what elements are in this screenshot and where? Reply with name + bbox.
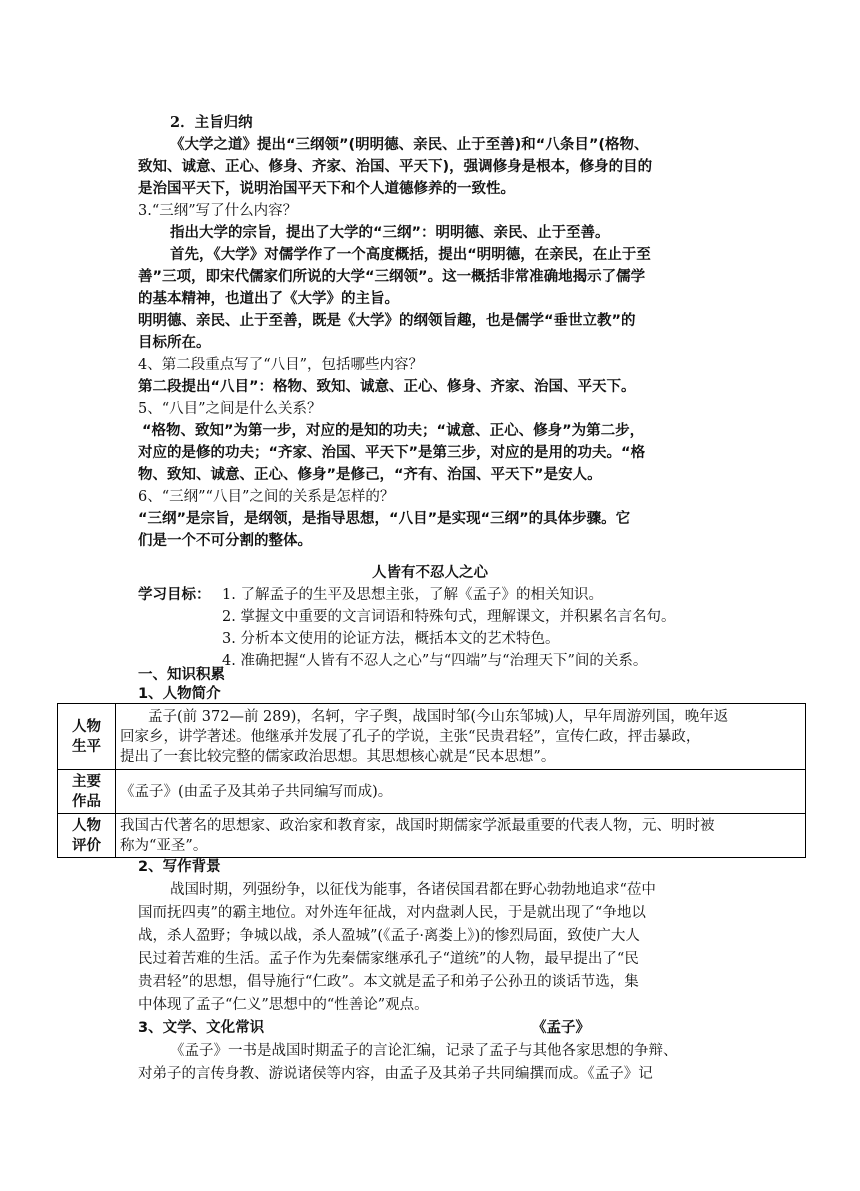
answer-line: 目标所在。	[138, 335, 211, 351]
goal-item: 2. 掌握文中重要的文言词语和特殊句式，理解课文，并积累名言名句。	[222, 609, 676, 625]
summary-line: 是治国平天下，说明治国平天下和个人道德修养的一致性。	[138, 181, 515, 197]
answer-line: 对应的是修的功夫；“齐家、治国、平天下”是第三步，对应的是用的功夫。“格	[138, 445, 646, 461]
section-heading: 2．主旨归纳	[170, 114, 253, 131]
goal-item: 3. 分析本文使用的论证方法，概括本文的艺术特色。	[222, 631, 560, 647]
goal-item: 4. 准确把握“人皆有不忍人之心”与“四端”与“治理天下”间的关系。	[222, 653, 648, 669]
goals-label: 学习目标：	[138, 587, 211, 603]
question: 3.“三纲”写了什么内容？	[138, 203, 298, 219]
question: 4、第二段重点写了“八目”，包括哪些内容？	[138, 357, 424, 373]
cell-line: 提出了一套比较完整的儒家政治思想。其思想核心就是“民本思想”。	[120, 748, 556, 765]
row-content	[116, 704, 806, 770]
paragraph-line: 对弟子的言传身教、游说诸侯等内容，由孟子及其弟子共同编撰而成。《孟子》记	[138, 1066, 653, 1082]
answer-line: “三纲”是宗旨，是纲领，是指导思想，“八目”是实现“三纲”的具体步骤。它	[138, 511, 631, 527]
table-row	[58, 704, 806, 770]
answer-line: 首先，《大学》对儒学作了一个高度概括，提出“明明德，在亲民，在止于至	[170, 247, 651, 263]
paragraph-line: 《孟子》一书是战国时期孟子的言论汇编，记录了孟子与其他各家思想的争辩、	[170, 1043, 678, 1059]
lesson-title: 人皆有不忍人之心	[372, 565, 488, 581]
answer-line: 善”三项，即宋代儒家们所说的大学“三纲领”。这一概括非常准确地揭示了儒学	[138, 269, 646, 285]
table-row	[58, 814, 806, 858]
row-content	[116, 770, 806, 814]
biography-table	[57, 703, 806, 858]
cell-line: 称为“亚圣”。	[120, 837, 208, 854]
row-content	[116, 814, 806, 858]
row-header: 人物 评价	[58, 814, 116, 858]
cell-line: 孟子(前 372—前 289)，名轲，字子舆，战国时邹(今山东邹城)人，早年周游列国，晚年返	[148, 708, 729, 725]
paragraph-line: 国而抚四夷”的霸主地位。对外连年征战，对内盘剥人民，于是就出现了“争地以	[138, 905, 646, 921]
cell-line: 《孟子》(由孟子及其弟子共同编写而成)。	[120, 783, 393, 800]
subsection-heading: 3、文学、文化常识	[138, 1020, 265, 1036]
answer-line: 们是一个不可分割的整体。	[138, 533, 312, 549]
answer-line: 的基本精神，也道出了《大学》的主旨。	[138, 291, 399, 307]
row-header: 人物 生平	[58, 704, 116, 770]
part-heading: 一、知识积累	[138, 667, 225, 683]
cell-line: 我国古代著名的思想家、政治家和教育家，战国时期儒家学派最重要的代表人物，元、明时被	[120, 817, 715, 834]
cell-line: 回家乡，讲学著述。他继承并发展了孔子的学说，主张“民贵君轻”，宣传仁政，抨击暴政，	[120, 728, 701, 745]
question: 6、“三纲”“八目”之间的关系是怎样的？	[138, 489, 395, 505]
table-row	[58, 770, 806, 814]
question: 5、“八目”之间是什么关系？	[138, 401, 322, 417]
answer-line: 物、致知、诚意、正心、修身”是修己，“齐有、治国、平天下”是安人。	[138, 467, 602, 483]
subsection-heading: 1、人物简介	[138, 686, 221, 702]
answer-line: 明明德、亲民、止于至善，既是《大学》的纲领旨趣，也是儒学“垂世立教”的	[138, 313, 636, 329]
row-header: 主要 作品	[58, 770, 116, 814]
paragraph-line: 民过着苦难的生活。孟子作为先秦儒家继承孔子“道统”的人物，最早提出了“民	[138, 951, 639, 967]
answer-line: 指出大学的宗旨，提出了大学的“三纲”：明明德、亲民、止于至善。	[170, 225, 610, 241]
paragraph-line: 中体现了孟子“仁义”思想中的“性善论”观点。	[138, 997, 429, 1013]
summary-line: 致知、诚意、正心、修身、齐家、治国、平天下)，强调修身是根本，修身的目的	[138, 159, 653, 175]
goal-item: 1. 了解孟子的生平及思想主张，了解《孟子》的相关知识。	[222, 587, 603, 603]
paragraph-line: 战，杀人盈野；争城以战，杀人盈城”(《孟子·离娄上》)的惨烈局面，致使广大人	[138, 928, 640, 944]
subsection-heading: 2、写作背景	[138, 859, 221, 875]
paragraph-line: 贵君轻”的思想，倡导施行“仁政”。本文就是孟子和弟子公孙丑的谈话节选，集	[138, 974, 639, 990]
summary-line: 《大学之道》提出“三纲领”(明明德、亲民、止于至善)和“八条目”(格物、	[170, 137, 649, 153]
answer-line: 第二段提出“八目”：格物、致知、诚意、正心、修身、齐家、治国、平天下。	[138, 379, 636, 395]
paragraph-line: 战国时期，列强纷争，以征伐为能事，各诸侯国君都在野心勃勃地追求“莅中	[170, 882, 656, 898]
answer-line: “格物、致知”为第一步，对应的是知的功夫；“诚意、正心、修身”为第二步，	[142, 423, 645, 439]
book-subheading: 《孟子》	[532, 1020, 590, 1036]
